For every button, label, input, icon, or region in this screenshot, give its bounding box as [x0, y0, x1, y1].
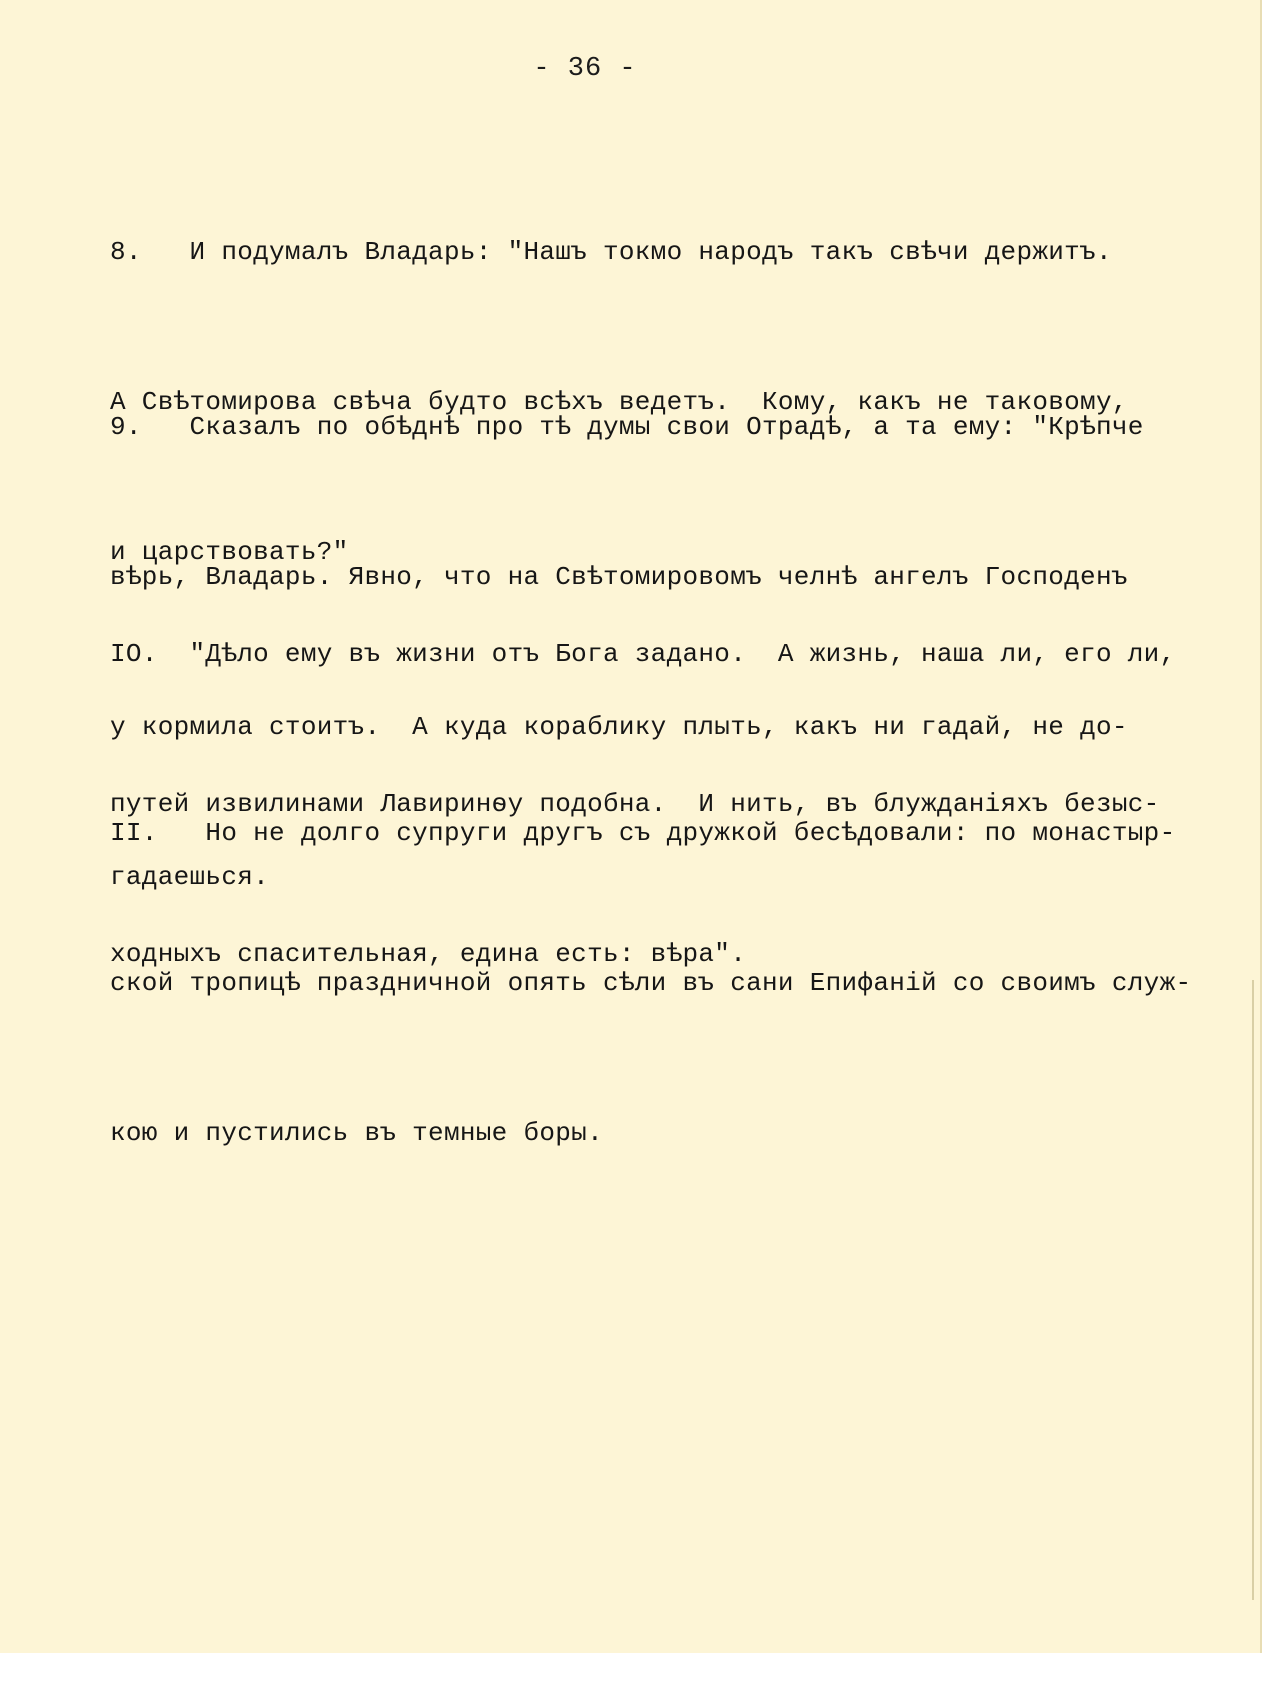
- text-line: II. Но не долго супруги другъ съ дружкой бесѣдовали: по монастыр-: [110, 818, 1176, 848]
- text-line: IO. "Дѣло ему въ жизни отъ Бога задано. А жизнь, наша ли, его ли,: [110, 639, 1176, 669]
- text-line: кою и пустились въ темные боры.: [110, 1118, 603, 1148]
- text-line: вѣрь, Владарь. Явно, что на Свѣтомировомъ челнѣ ангелъ Господенъ: [110, 562, 1128, 592]
- text-line: 9. Сказалъ по обѣднѣ про тѣ думы свои Отрадѣ, а та ему: "Крѣпче: [110, 412, 1144, 442]
- text-line: у кормила стоитъ. А куда кораблику плыть, какъ ни гадай, не до-: [110, 712, 1128, 742]
- text-line: ходныхъ спасительная, едина есть: вѣра".: [110, 939, 747, 969]
- text-line: 8. И подумалъ Владарь: "Нашъ токмо народъ такъ свѣчи держитъ.: [110, 237, 1112, 267]
- paragraph-11: [110, 708, 1260, 1258]
- text-line: гадаешься.: [110, 862, 270, 892]
- page-number: - 36 -: [533, 54, 637, 84]
- text-line: путей извилинами Лавиринѳу подобна. И нить, въ блужданіяхъ безыс-: [110, 789, 1160, 819]
- text-line: ской тропицѣ праздничной опять сѣли въ сани Епифаній со своимъ служ-: [110, 968, 1192, 998]
- text-line: А Свѣтомирова свѣча будто всѣхъ ведетъ. Кому, какъ не таковому,: [110, 387, 1128, 417]
- text-line: и царствовать?": [110, 537, 349, 567]
